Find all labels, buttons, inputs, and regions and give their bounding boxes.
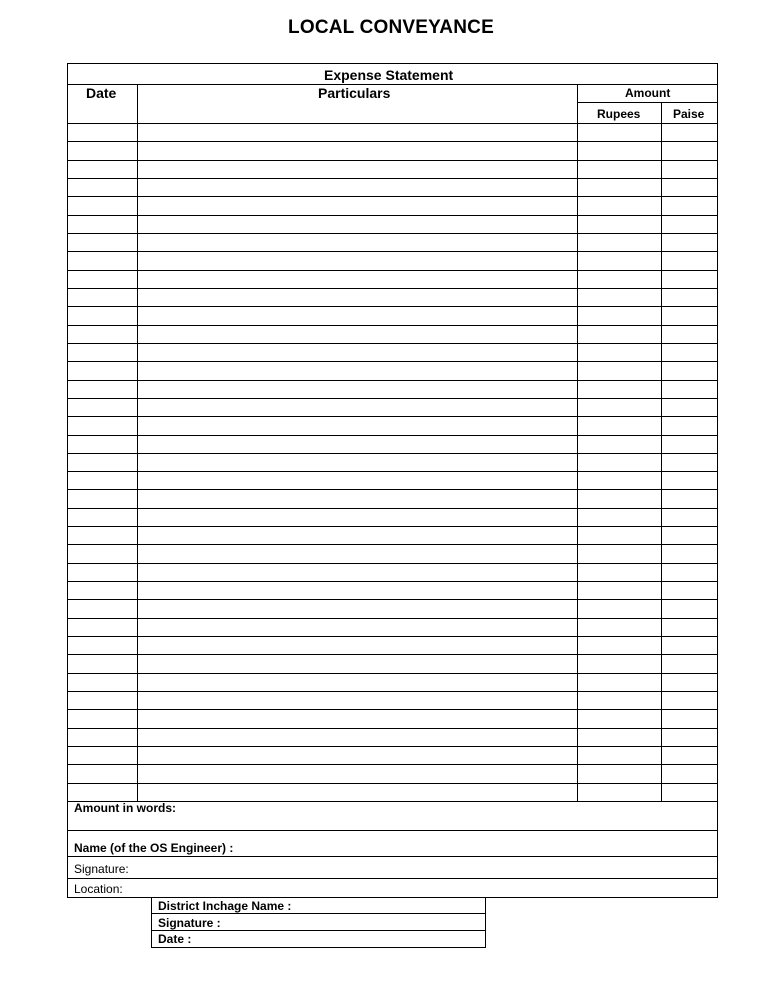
- particulars-column-header: Particulars: [318, 85, 391, 101]
- date-cell[interactable]: [68, 216, 137, 233]
- paise-cell[interactable]: [662, 417, 717, 434]
- date-cell[interactable]: [68, 124, 137, 141]
- particulars-cell[interactable]: [138, 784, 577, 801]
- location-label: Location:: [74, 882, 123, 896]
- rupees-cell[interactable]: [578, 161, 661, 178]
- rupees-cell[interactable]: [578, 252, 661, 269]
- paise-cell[interactable]: [662, 436, 717, 453]
- rupees-cell[interactable]: [578, 307, 661, 324]
- date-cell[interactable]: [68, 527, 137, 544]
- paise-cell[interactable]: [662, 326, 717, 343]
- rupees-cell[interactable]: [578, 472, 661, 489]
- rupees-cell[interactable]: [578, 545, 661, 562]
- signature-label: Signature:: [74, 862, 129, 876]
- rupees-cell[interactable]: [578, 710, 661, 727]
- date-cell[interactable]: [68, 142, 137, 159]
- rupees-cell[interactable]: [578, 216, 661, 233]
- particulars-cell[interactable]: [138, 527, 577, 544]
- paise-cell[interactable]: [662, 124, 717, 141]
- rupees-cell[interactable]: [578, 747, 661, 764]
- paise-cell[interactable]: [662, 674, 717, 691]
- particulars-cell[interactable]: [138, 142, 577, 159]
- district-name-row: [152, 898, 485, 914]
- paise-column-header: Paise: [673, 107, 705, 121]
- amount-column-header: Amount: [625, 86, 671, 100]
- paise-cell[interactable]: [662, 600, 717, 617]
- particulars-cell[interactable]: [138, 765, 577, 782]
- particulars-cell[interactable]: [138, 326, 577, 343]
- paise-cell[interactable]: [662, 729, 717, 746]
- paise-cell[interactable]: [662, 142, 717, 159]
- paise-cell[interactable]: [662, 197, 717, 214]
- paise-cell[interactable]: [662, 289, 717, 306]
- particulars-cell[interactable]: [138, 655, 577, 672]
- paise-cell[interactable]: [662, 252, 717, 269]
- rupees-cell[interactable]: [578, 271, 661, 288]
- date-cell[interactable]: [68, 509, 137, 526]
- particulars-cell[interactable]: [138, 600, 577, 617]
- engineer-name-label: Name (of the OS Engineer) :: [74, 841, 234, 855]
- date-cell[interactable]: [68, 710, 137, 727]
- paise-cell[interactable]: [662, 637, 717, 654]
- particulars-cell[interactable]: [138, 399, 577, 416]
- rupees-cell[interactable]: [578, 344, 661, 361]
- rupees-cell[interactable]: [578, 362, 661, 379]
- paise-cell[interactable]: [662, 747, 717, 764]
- date-cell[interactable]: [68, 765, 137, 782]
- rupees-cell[interactable]: [578, 692, 661, 709]
- date-cell[interactable]: [68, 179, 137, 196]
- particulars-cell[interactable]: [138, 234, 577, 251]
- particulars-cell[interactable]: [138, 564, 577, 581]
- particulars-cell[interactable]: [138, 289, 577, 306]
- paise-cell[interactable]: [662, 619, 717, 636]
- particulars-cell[interactable]: [138, 692, 577, 709]
- rupees-cell[interactable]: [578, 197, 661, 214]
- particulars-cell[interactable]: [138, 472, 577, 489]
- date-cell[interactable]: [68, 490, 137, 507]
- particulars-cell[interactable]: [138, 545, 577, 562]
- signature-divider: [68, 878, 717, 879]
- rupees-cell[interactable]: [578, 564, 661, 581]
- rupees-cell[interactable]: [578, 326, 661, 343]
- date-cell[interactable]: [68, 784, 137, 801]
- particulars-cell[interactable]: [138, 490, 577, 507]
- particulars-cell[interactable]: [138, 509, 577, 526]
- date-cell[interactable]: [68, 399, 137, 416]
- table-caption: Expense Statement: [324, 67, 454, 83]
- date-cell[interactable]: [68, 747, 137, 764]
- rupees-cell[interactable]: [578, 619, 661, 636]
- district-incharge-box: [151, 898, 486, 948]
- particulars-cell[interactable]: [138, 381, 577, 398]
- particulars-cell[interactable]: [138, 637, 577, 654]
- particulars-cell[interactable]: [138, 747, 577, 764]
- paise-cell[interactable]: [662, 692, 717, 709]
- paise-cell[interactable]: [662, 362, 717, 379]
- date-cell[interactable]: [68, 454, 137, 471]
- particulars-cell[interactable]: [138, 344, 577, 361]
- date-cell[interactable]: [68, 381, 137, 398]
- date-cell[interactable]: [68, 600, 137, 617]
- date-cell[interactable]: [68, 362, 137, 379]
- rupees-cell[interactable]: [578, 784, 661, 801]
- paise-cell[interactable]: [662, 545, 717, 562]
- date-cell[interactable]: [68, 436, 137, 453]
- particulars-cell[interactable]: [138, 710, 577, 727]
- paise-cell[interactable]: [662, 564, 717, 581]
- date-cell[interactable]: [68, 619, 137, 636]
- paise-cell[interactable]: [662, 344, 717, 361]
- paise-cell[interactable]: [662, 399, 717, 416]
- paise-cell[interactable]: [662, 161, 717, 178]
- date-cell[interactable]: [68, 161, 137, 178]
- document-title: LOCAL CONVEYANCE: [288, 17, 494, 38]
- rupees-cell[interactable]: [578, 289, 661, 306]
- date-cell[interactable]: [68, 234, 137, 251]
- date-cell[interactable]: [68, 655, 137, 672]
- paise-cell[interactable]: [662, 710, 717, 727]
- particulars-cell[interactable]: [138, 619, 577, 636]
- date-cell[interactable]: [68, 692, 137, 709]
- amount-subheader-divider: [577, 102, 717, 103]
- paise-cell[interactable]: [662, 271, 717, 288]
- rupees-cell[interactable]: [578, 582, 661, 599]
- amount-words-divider: [68, 830, 717, 831]
- date-cell[interactable]: [68, 582, 137, 599]
- rupees-cell[interactable]: [578, 417, 661, 434]
- paise-cell[interactable]: [662, 381, 717, 398]
- date-cell[interactable]: [68, 307, 137, 324]
- rupees-cell[interactable]: [578, 179, 661, 196]
- rupees-cell[interactable]: [578, 454, 661, 471]
- paise-cell[interactable]: [662, 234, 717, 251]
- paise-cell[interactable]: [662, 216, 717, 233]
- particulars-cell[interactable]: [138, 271, 577, 288]
- date-cell[interactable]: [68, 472, 137, 489]
- rupees-cell[interactable]: [578, 674, 661, 691]
- district-date-label: Date :: [158, 932, 192, 946]
- rupees-cell[interactable]: [578, 381, 661, 398]
- date-cell[interactable]: [68, 729, 137, 746]
- particulars-cell[interactable]: [138, 436, 577, 453]
- rupees-cell[interactable]: [578, 527, 661, 544]
- particulars-cell[interactable]: [138, 417, 577, 434]
- paise-cell[interactable]: [662, 765, 717, 782]
- rupees-cell[interactable]: [578, 399, 661, 416]
- date-cell[interactable]: [68, 564, 137, 581]
- particulars-cell[interactable]: [138, 216, 577, 233]
- particulars-cell[interactable]: [138, 161, 577, 178]
- district-name-label: District Inchage Name :: [158, 899, 292, 913]
- particulars-cell[interactable]: [138, 582, 577, 599]
- district-signature-label: Signature :: [158, 916, 221, 930]
- particulars-cell[interactable]: [138, 362, 577, 379]
- expense-form: [67, 63, 718, 898]
- paise-cell[interactable]: [662, 527, 717, 544]
- date-column-header: Date: [86, 85, 117, 101]
- rupees-cell[interactable]: [578, 765, 661, 782]
- particulars-cell[interactable]: [138, 729, 577, 746]
- paise-cell[interactable]: [662, 454, 717, 471]
- date-cell[interactable]: [68, 197, 137, 214]
- rupees-cell[interactable]: [578, 655, 661, 672]
- paise-cell[interactable]: [662, 307, 717, 324]
- rupees-cell[interactable]: [578, 142, 661, 159]
- particulars-cell[interactable]: [138, 454, 577, 471]
- date-cell[interactable]: [68, 271, 137, 288]
- paise-cell[interactable]: [662, 784, 717, 801]
- rupees-cell[interactable]: [578, 124, 661, 141]
- rupees-cell[interactable]: [578, 436, 661, 453]
- particulars-cell[interactable]: [138, 674, 577, 691]
- rupees-cell[interactable]: [578, 600, 661, 617]
- particulars-cell[interactable]: [138, 179, 577, 196]
- rupees-cell[interactable]: [578, 509, 661, 526]
- particulars-cell[interactable]: [138, 307, 577, 324]
- particulars-cell[interactable]: [138, 197, 577, 214]
- date-cell[interactable]: [68, 252, 137, 269]
- date-cell[interactable]: [68, 545, 137, 562]
- paise-cell[interactable]: [662, 582, 717, 599]
- paise-cell[interactable]: [662, 490, 717, 507]
- paise-cell[interactable]: [662, 509, 717, 526]
- paise-cell[interactable]: [662, 472, 717, 489]
- date-cell[interactable]: [68, 344, 137, 361]
- district-date-row: [152, 931, 485, 947]
- particulars-cell[interactable]: [138, 252, 577, 269]
- rupees-column-header: Rupees: [597, 107, 641, 121]
- date-cell[interactable]: [68, 637, 137, 654]
- amount-in-words-label: Amount in words:: [74, 801, 176, 815]
- rupees-cell[interactable]: [578, 490, 661, 507]
- paise-cell[interactable]: [662, 655, 717, 672]
- date-cell[interactable]: [68, 326, 137, 343]
- date-cell[interactable]: [68, 674, 137, 691]
- district-signature-row: [152, 915, 485, 931]
- date-cell[interactable]: [68, 289, 137, 306]
- engineer-name-divider: [68, 856, 717, 857]
- particulars-cell[interactable]: [138, 124, 577, 141]
- date-cell[interactable]: [68, 417, 137, 434]
- paise-cell[interactable]: [662, 179, 717, 196]
- rupees-cell[interactable]: [578, 637, 661, 654]
- caption-divider: [68, 84, 717, 85]
- rupees-cell[interactable]: [578, 234, 661, 251]
- rupees-cell[interactable]: [578, 729, 661, 746]
